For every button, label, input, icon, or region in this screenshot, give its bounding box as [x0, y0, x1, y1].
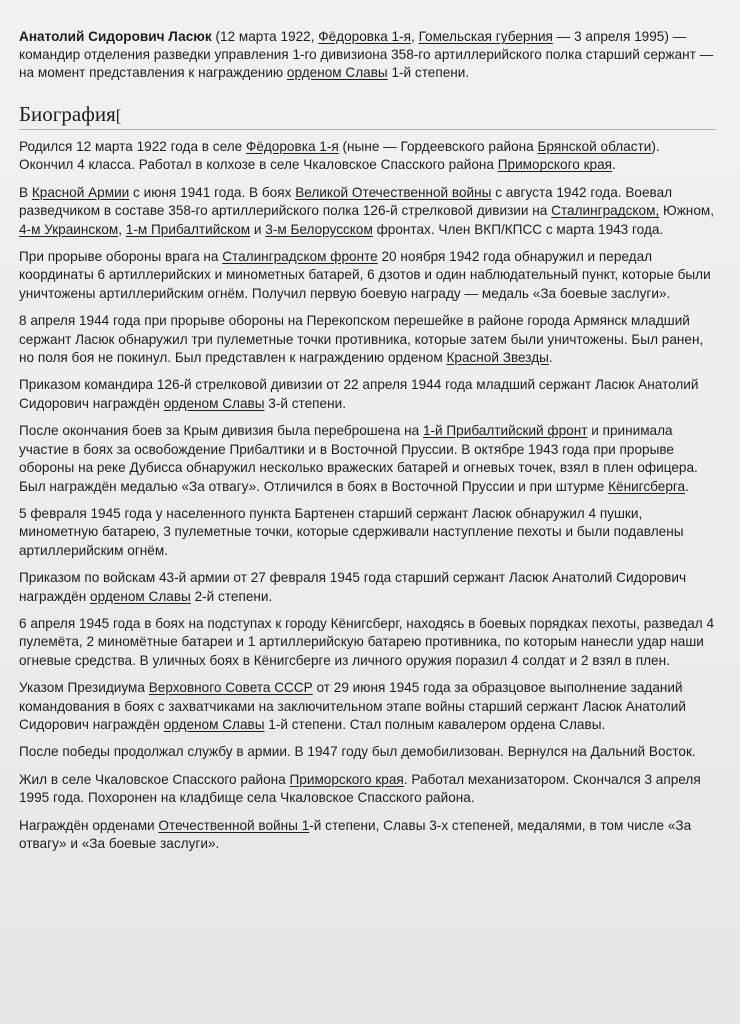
bio-paragraph-12: Жил в селе Чкаловское Спасского района Приморского края. Работал механизатором. Скончался 3 апреля 1995 года. Похоронен на кладбище села Чкаловское Спасского района. — [19, 771, 701, 806]
person-name: Анатолий Сидорович Ласюк — [19, 29, 212, 44]
link-4th-ukrainian-front[interactable]: 4-м Украинском — [19, 221, 119, 237]
link-stalingrad-front[interactable]: Сталинградском, — [551, 203, 660, 219]
link-stalingrad-front[interactable]: Сталинградском фронте — [222, 249, 378, 265]
link-order-of-glory[interactable]: орденом Славы — [286, 65, 388, 80]
bio-paragraph-8: Приказом по войскам 43-й армии от 27 февраля 1945 года старший сержант Ласюк Анатолий Сидорович награждён орденом Славы 2-й степени. — [19, 570, 687, 604]
link-supreme-soviet[interactable]: Верховного Совета СССР — [148, 680, 313, 696]
bio-paragraph-9: 6 апреля 1945 года в боях на подступах к городу Кёнигсберг, находясь в боевых порядках пехоты, разведал 4 пулемёта, 2 миномётные батареи и 1 артиллерийскую батарею противника, по которым нанесли удар наши огневые средства. В уличных боях в Кёнигсберге из личного оружия поразил 4 солдат и 2 взял в плен. — [19, 615, 715, 668]
link-primorsky-krai[interactable]: Приморского края — [497, 157, 613, 173]
intro-paragraph: Анатолий Сидорович Ласюк (12 марта 1922, Фёдоровка 1-я, Гомельская губерния — 3 апреля 1995) — командир отделения разведки управления 1-го дивизиона 358-го артиллерийского полка старший сержант — на момент представления к награждению орденом Славы 1-й степени. — [19, 29, 714, 80]
link-fedorovka[interactable]: Фёдоровка 1-я — [245, 139, 339, 154]
link-konigsberg[interactable]: Кёнигсберга — [608, 478, 686, 494]
bio-paragraph-2: В Красной Армии с июня 1941 года. В боях Великой Отечественной войны с августа 1942 года. Воевал разведчиком в составе 358-го артиллерийского полка 126-й стрелковой дивизии на Сталинградском, Южном, 4-м Украинском, 1-м Прибалтийском и 3-м Белорусском фронтах. Член ВКП/КПСС с марта 1943 года. — [19, 184, 714, 237]
link-3rd-belorussian-front[interactable]: 3-м Белорусском — [265, 221, 373, 237]
link-primorsky-krai[interactable]: Приморского края — [289, 771, 404, 787]
link-red-army[interactable]: Красной Армии — [31, 184, 130, 200]
link-1st-baltic-front[interactable]: 1-м Прибалтийском — [125, 221, 251, 237]
bio-paragraph-7: 5 февраля 1945 года у населенного пункта Бартенен старший сержант Ласюк обнаружил 4 пушки, минометную батарею, 3 пулеметные точки, которые сдерживали наступление пехоты и были подавлены артиллерийским огнём. — [19, 505, 684, 558]
bio-paragraph-5: Приказом командира 126-й стрелковой дивизии от 22 апреля 1944 года младший сержант Ласюк Анатолий Сидорович награждён орденом Славы 3-й степени. — [19, 377, 699, 411]
section-heading-biography: Биография[ — [19, 102, 716, 130]
link-order-of-glory[interactable]: орденом Славы — [163, 395, 265, 411]
link-gomel-guberniya[interactable]: Гомельская губерния — [418, 29, 553, 44]
bio-paragraph-10: Указом Президиума Верховного Совета СССР от 29 июня 1945 года за образцовое выполнение заданий командования в боях с захватчиками на заключительном этапе войны старший сержант Ласюк Анатолий Сидорович награждён орденом Славы 1-й степени. Стал полным кавалером ордена Славы. — [19, 680, 686, 732]
link-bryansk-oblast[interactable]: Брянской области — [537, 139, 652, 154]
bio-paragraph-11: После победы продолжал службу в армии. В 1947 году был демобилизован. Вернулся на Дальний Восток. — [19, 744, 696, 760]
link-order-patriotic-war[interactable]: Отечественной войны 1 — [158, 817, 310, 833]
link-1st-baltic-front[interactable]: 1-й Прибалтийский фронт — [422, 423, 588, 439]
link-fedorovka[interactable]: Фёдоровка 1-я — [318, 29, 412, 44]
link-great-patriotic-war[interactable]: Великой Отечественной войны — [295, 184, 492, 200]
bio-paragraph-13: Награждён орденами Отечественной войны 1-й степени, Славы 3-х степеней, медалями, в том числе «За отвагу» и «За боевые заслуги». — [19, 817, 692, 851]
bio-paragraph-1: Родился 12 марта 1922 года в селе Фёдоровка 1-я (ныне — Гордеевского района Брянской области). Окончил 4 класса. Работал в колхозе в селе Чкаловское Спасского района Приморского края. — [19, 139, 660, 173]
link-order-of-glory[interactable]: орденом Славы — [163, 716, 265, 732]
edit-section-mark[interactable]: [ — [115, 106, 122, 125]
bio-paragraph-6: После окончания боев за Крым дивизия была переброшена на 1-й Прибалтийский фронт и принимала участие в боях за освобождение Прибалтики и в Восточной Пруссии. В октябре 1943 года при прорыве обороны на реке Дубисса обнаружил несколько вражеских батарей и огневых точек, взял в плен офицера. Был награждён медалью «За отвагу». Отличился в боях в Восточной Пруссии и при штурме Кёнигсберга. — [19, 423, 698, 494]
link-order-red-star[interactable]: Красной Звезды — [446, 350, 549, 366]
bio-paragraph-3: При прорыве обороны врага на Сталинградском фронте 20 ноября 1942 года обнаружил и передал координаты 6 артиллерийских и минометных батарей, 6 дзотов и один наблюдательный пункт, которые были уничтожены артиллерийским огнём. Получил первую боевую награду — медаль «За боевые заслуги». — [19, 249, 711, 301]
bio-paragraph-4: 8 апреля 1944 года при прорыве обороны на Перекопском перешейке в районе города Армянск младший сержант Ласюк обнаружил три пулеметные точки противника, которые затем были уничтожены. Был ранен, но поля боя не покинул. Был представлен к награждению орденом Красной Звезды. — [19, 313, 704, 366]
link-order-of-glory[interactable]: орденом Славы — [90, 588, 191, 604]
